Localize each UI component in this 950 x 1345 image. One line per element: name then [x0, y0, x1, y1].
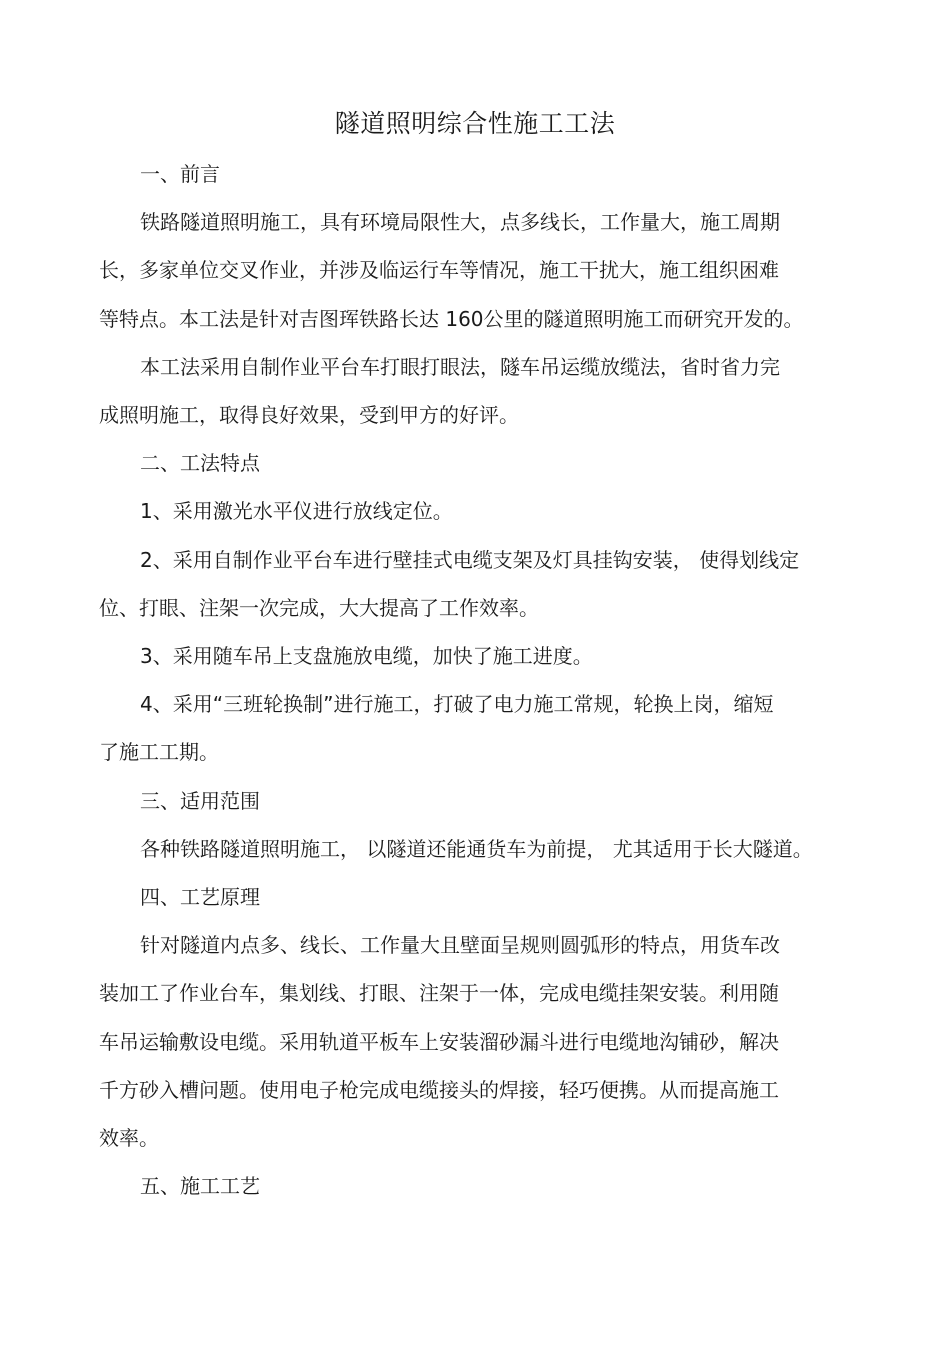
paragraph-line: 车吊运输敷设电缆。采用轨道平板车上安装溜砂漏斗进行电缆地沟铺砂，解决: [99, 1030, 779, 1054]
list-item: 2、采用自制作业平台车进行壁挂式电缆支架及灯具挂钩安装， 使得划线定: [140, 548, 800, 572]
paragraph-line: 各种铁路隧道照明施工， 以隧道还能通货车为前提， 尤其适用于长大隧道。: [140, 837, 813, 861]
paragraph-line: 长，多家单位交叉作业，并涉及临运行车等情况，施工干扰大，施工组织困难: [99, 258, 779, 282]
paragraph-line: 针对隧道内点多、线长、工作量大且壁面呈规则圆弧形的特点，用货车改: [140, 933, 780, 957]
document-title: 隧道照明综合性施工工法: [334, 109, 616, 138]
paragraph-line: 等特点。本工法是针对吉图珲铁路长达 160公里的隧道照明施工而研究开发的。: [99, 307, 804, 331]
paragraph-line: 铁路隧道照明施工，具有环境局限性大，点多线长，工作量大，施工周期: [140, 210, 780, 234]
paragraph-line: 位、打眼、注架一次完成，大大提高了工作效率。: [99, 596, 539, 620]
list-item: 4、采用“三班轮换制”进行施工，打破了电力施工常规，轮换上岗，缩短: [140, 692, 774, 716]
paragraph-line: 千方砂入槽问题。使用电子枪完成电缆接头的焊接，轻巧便携。从而提高施工: [99, 1078, 779, 1102]
section-heading-process: 五、施工工艺: [140, 1174, 260, 1198]
list-item: 3、采用随车吊上支盘施放电缆，加快了施工进度。: [140, 644, 593, 668]
paragraph-line: 本工法采用自制作业平台车打眼打眼法，隧车吊运缆放缆法，省时省力完: [140, 355, 780, 379]
section-heading-principle: 四、工艺原理: [140, 885, 260, 909]
section-heading-scope: 三、适用范围: [140, 789, 260, 813]
paragraph-line: 成照明施工，取得良好效果，受到甲方的好评。: [99, 403, 519, 427]
paragraph-line: 装加工了作业台车，集划线、打眼、注架于一体，完成电缆挂架安装。利用随: [99, 981, 779, 1005]
paragraph-line: 了施工工期。: [99, 740, 219, 764]
paragraph-line: 效率。: [99, 1126, 159, 1150]
list-item: 1、采用激光水平仪进行放线定位。: [140, 499, 453, 523]
section-heading-preface: 一、前言: [140, 162, 220, 186]
section-heading-features: 二、工法特点: [140, 451, 260, 475]
